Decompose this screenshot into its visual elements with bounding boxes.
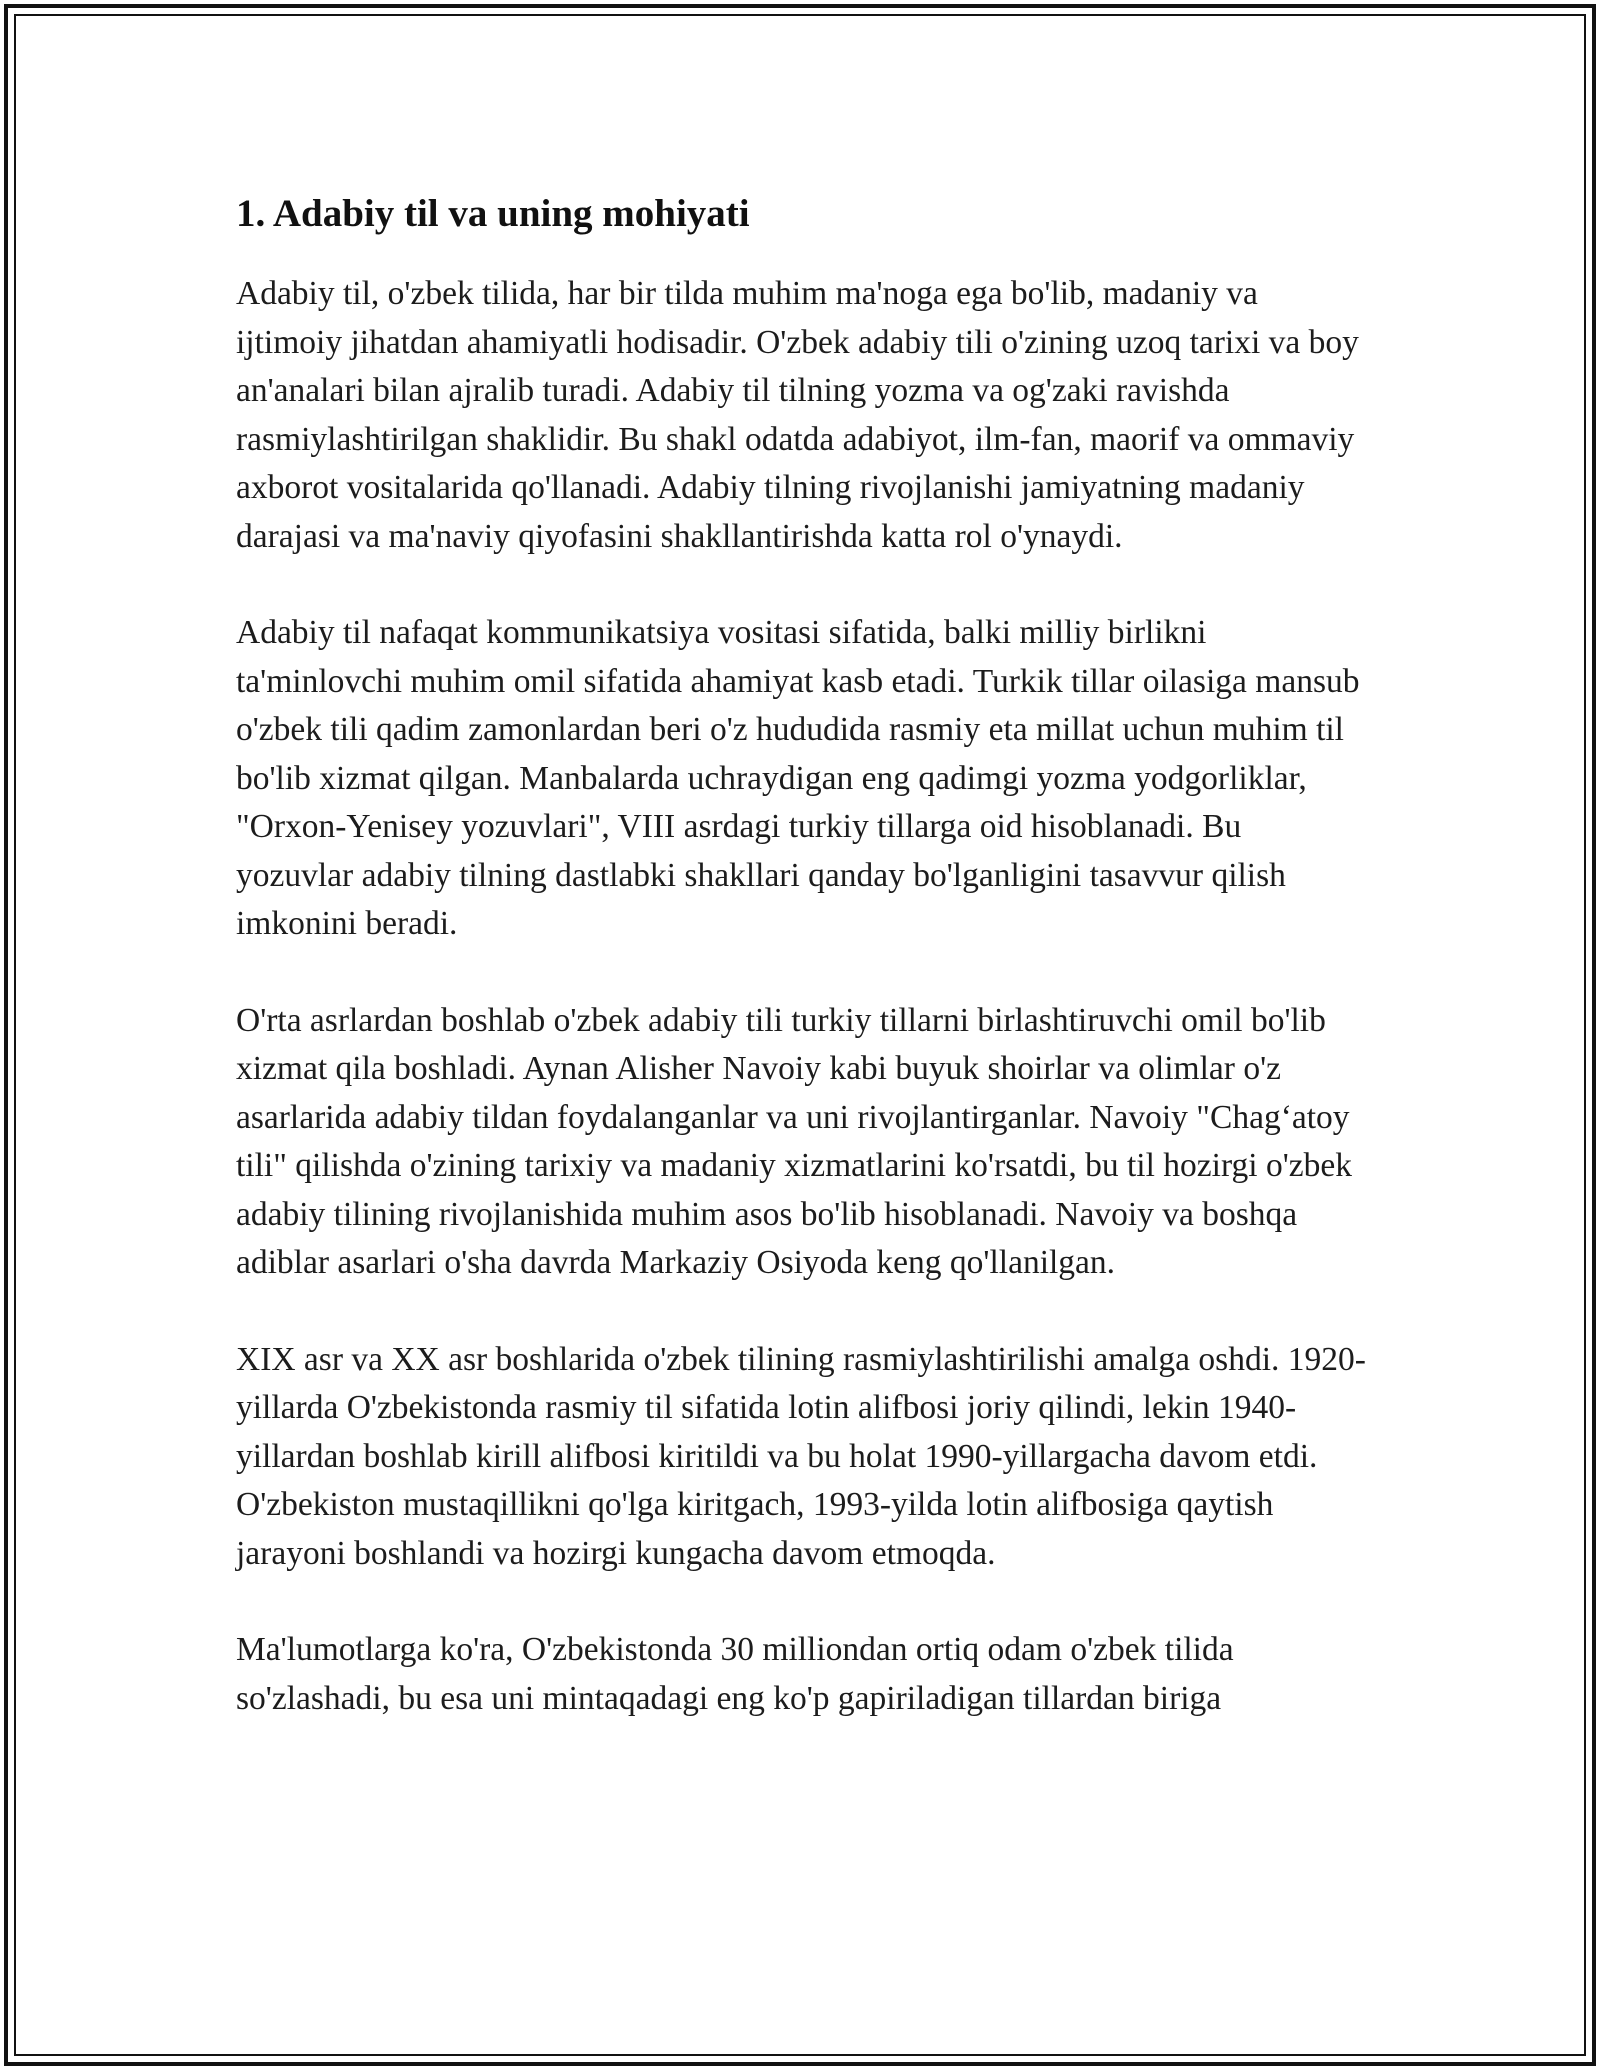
section-title: 1. Adabiy til va uning mohiyati	[236, 192, 750, 235]
paragraph-5: Ma'lumotlarga ko'ra, O'zbekistonda 30 milliondan ortiq odam o'zbek tilida so'zlashadi, bu esa uni mintaqadagi eng ko'p gapiriladigan tillardan biriga	[236, 1631, 1234, 1717]
paragraph-1: Adabiy til, o'zbek tilida, har bir tilda muhim ma'noga ega bo'lib, madaniy va ijtimoiy jihatdan ahamiyatli hodisadir. O'zbek adabiy tili o'zining uzoq tarixi va boy an'analari bilan ajralib turadi. Adabiy til tilning yozma va og'zaki ravishda rasmiylashtirilgan shaklidir. Bu shakl odatda adabiyot, ilm-fan, maorif va ommaviy axborot vositalarida qo'llanadi. Adabiy tilning rivojlanishi jamiyatning madaniy darajasi va ma'naviy qiyofasini shakllantirishda katta rol o'ynaydi.	[236, 275, 1359, 555]
paragraph-4: XIX asr va XX asr boshlarida o'zbek tilining rasmiylashtirilishi amalga oshdi. 1920-yillarda O'zbekistonda rasmiy til sifatida lotin alifbosi joriy qilindi, lekin 1940-yillardan boshlab kirill alifbosi kiritildi va bu holat 1990-yillargacha davom etdi. O'zbekiston mustaqillikni qo'lga kiritgach, 1993-yilda lotin alifbosiga qaytish jarayoni boshlandi va hozirgi kungacha davom etmoqda.	[236, 1340, 1366, 1572]
paragraph-3: O'rta asrlardan boshlab o'zbek adabiy tili turkiy tillarni birlashtiruvchi omil bo'lib xizmat qila boshladi. Aynan Alisher Navoiy kabi buyuk shoirlar va olimlar o'z asarlarida adabiy tildan foydalanganlar va uni rivojlantirganlar. Navoiy "Chag‘atoy tili" qilishda o'zining tarixiy va madaniy xizmatlarini ko'rsatdi, bu til hozirgi o'zbek adabiy tilining rivojlanishida muhim asos bo'lib hisoblanadi. Navoiy va boshqa adiblar asarlari o'sha davrda Markaziy Osiyoda keng qo'llanilgan.	[236, 1001, 1352, 1281]
document-body	[236, 186, 1366, 1723]
paragraph-2: Adabiy til nafaqat kommunikatsiya vositasi sifatida, balki milliy birlikni ta'minlovchi muhim omil sifatida ahamiyat kasb etadi. Turkik tillar oilasiga mansub o'zbek tili qadim zamonlardan beri o'z hududida rasmiy eta millat uchun muhim til bo'lib xizmat qilgan. Manbalarda uchraydigan eng qadimgi yozma yodgorliklar, "Orxon-Yenisey yozuvlari", VIII asrdagi turkiy tillarga oid hisoblanadi. Bu yozuvlar adabiy tilning dastlabki shakllari qanday bo'lganligini tasavvur qilish imkonini beradi.	[236, 614, 1360, 942]
